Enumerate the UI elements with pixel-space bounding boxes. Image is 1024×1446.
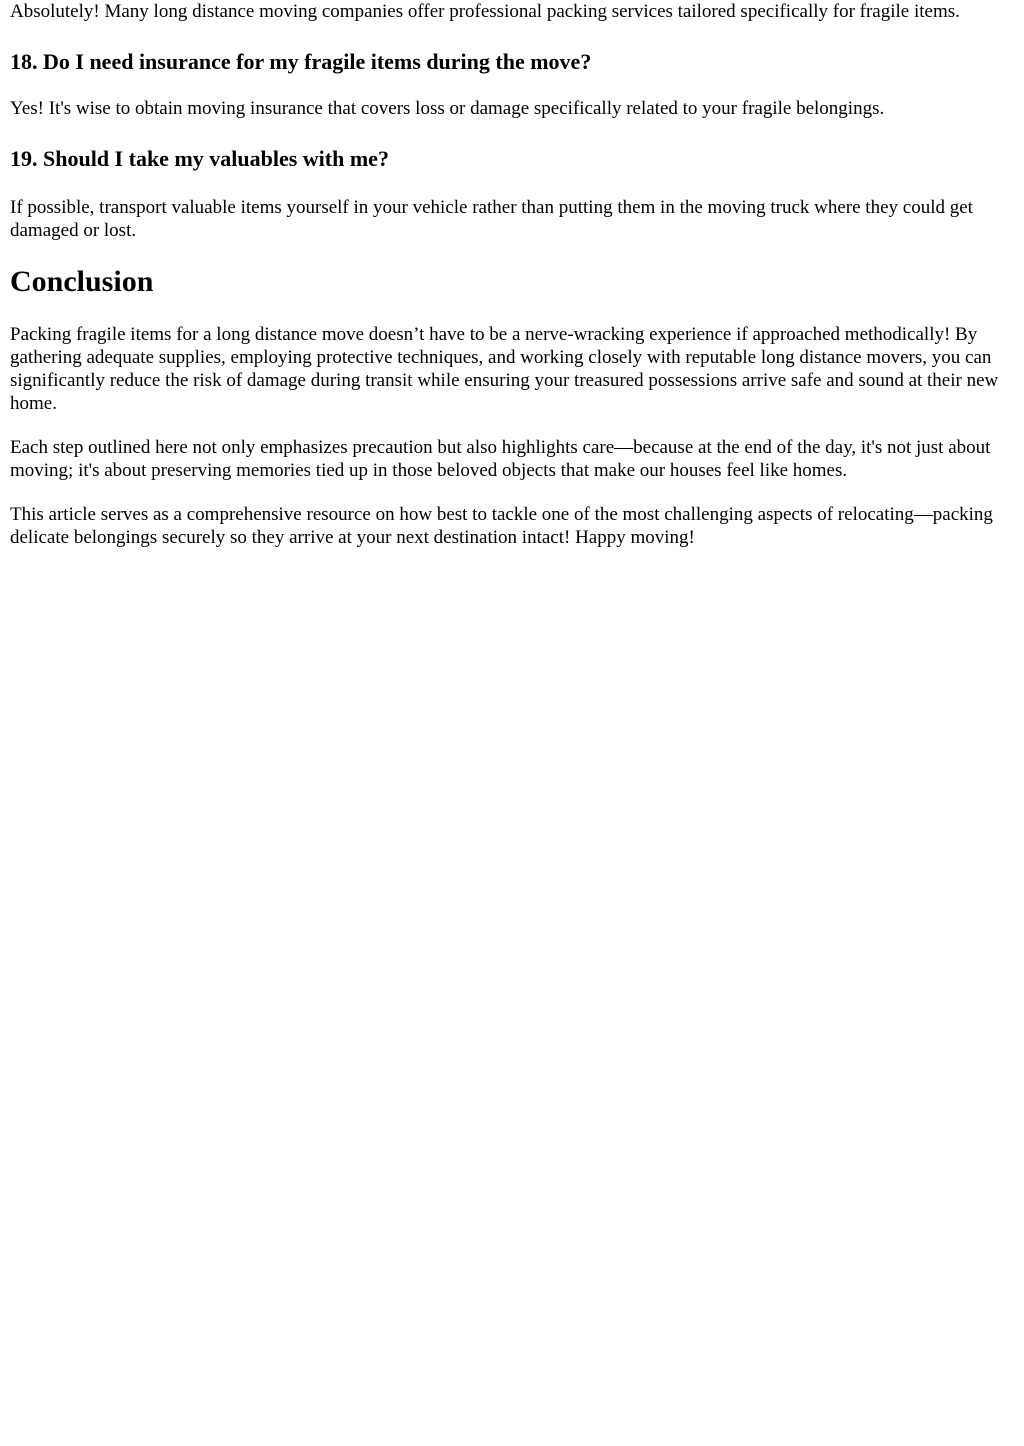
- conclusion-heading: Conclusion: [10, 265, 154, 298]
- article-body: [0, 0, 1024, 549]
- faq-answer-19: If possible, transport valuable items yourself in your vehicle rather than putting them in the moving truck where they could get damaged or lost.: [10, 197, 973, 241]
- conclusion-paragraph-1: Packing fragile items for a long distance move doesn’t have to be a nerve-wracking experience if approached methodically! By gathering adequate supplies, employing protective techniques, and working closely with reputable long distance movers, you can significantly reduce the risk of damage during transit while ensuring your treasured possessions arrive safe and sound at their new home.: [10, 324, 999, 414]
- faq-question-19: 19. Should I take my valuables with me?: [10, 146, 389, 171]
- faq-answer-18: Yes! It's wise to obtain moving insurance that covers loss or damage specifically related to your fragile belongings.: [10, 98, 885, 119]
- conclusion-paragraph-2: Each step outlined here not only emphasizes precaution but also highlights care—because at the end of the day, it's not just about moving; it's about preserving memories tied up in those beloved objects that make our houses feel like homes.: [10, 437, 991, 481]
- faq-answer-17: Absolutely! Many long distance moving companies offer professional packing services tailored specifically for fragile items.: [10, 1, 960, 22]
- conclusion-paragraph-3: This article serves as a comprehensive resource on how best to tackle one of the most challenging aspects of relocating—packing delicate belongings securely so they arrive at your next destination intact! Happy moving!: [10, 504, 993, 548]
- faq-question-18: 18. Do I need insurance for my fragile items during the move?: [10, 49, 592, 74]
